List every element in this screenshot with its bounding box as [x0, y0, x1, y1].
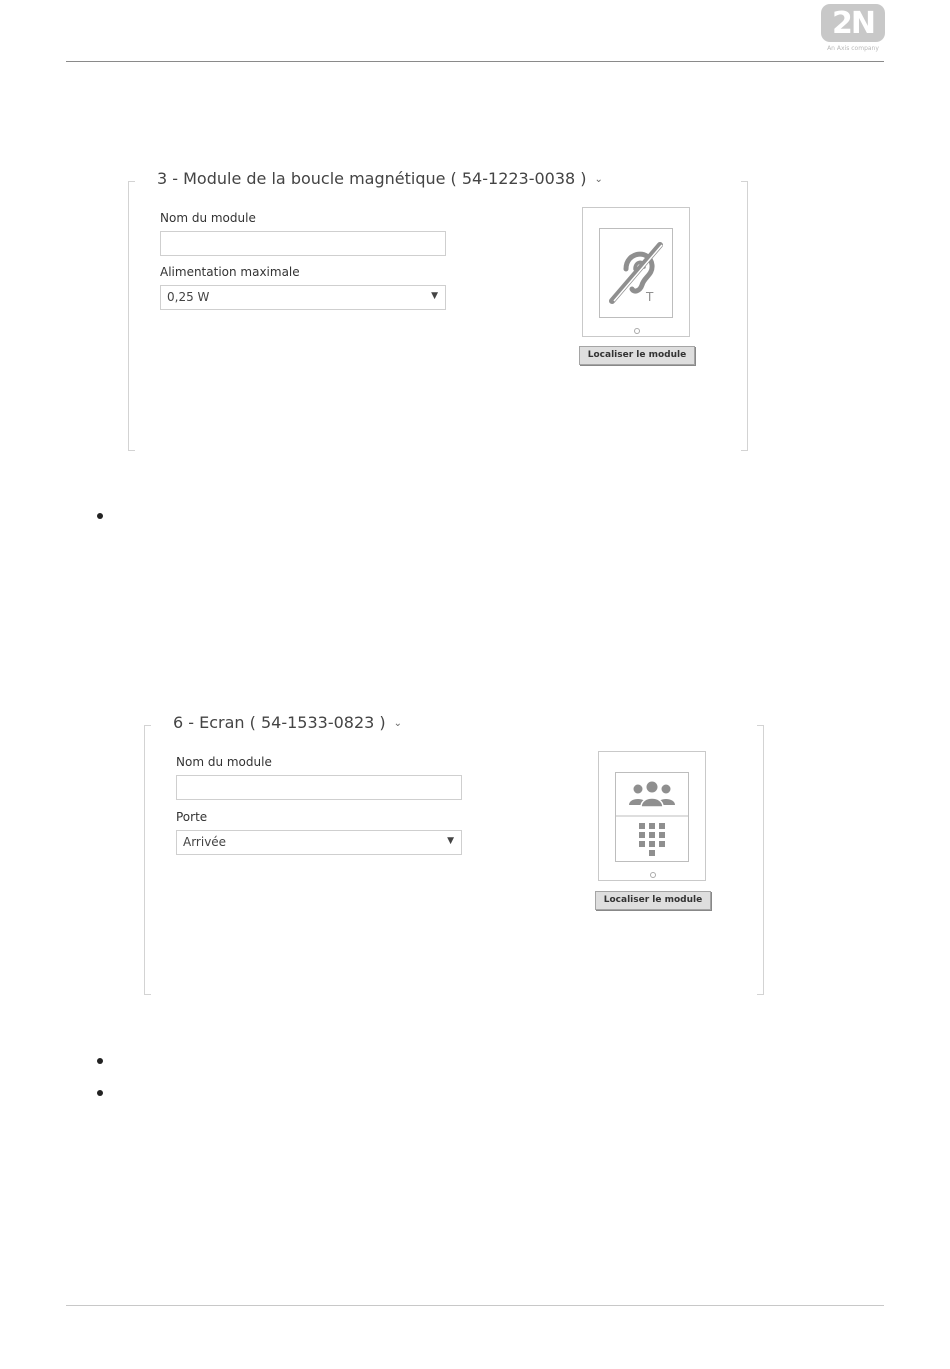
- status-led: [634, 328, 640, 334]
- module-panel-induction-loop: [128, 169, 748, 451]
- module-name-input[interactable]: [160, 231, 446, 256]
- module-name-label: Nom du module: [176, 755, 272, 769]
- display-keypad-icon: [616, 773, 688, 861]
- chevron-down-icon[interactable]: ⌄: [594, 174, 603, 185]
- module-title[interactable]: 6 - Ecran ( 54-1533-0823 ) ⌄: [169, 713, 406, 732]
- module-name-input[interactable]: [176, 775, 462, 800]
- list-bullet: [97, 1058, 103, 1064]
- locate-module-button[interactable]: Localiser le module: [579, 346, 695, 365]
- logo-text: 2N: [832, 5, 874, 41]
- footer-rule: [66, 1305, 884, 1306]
- list-bullet: [97, 1090, 103, 1096]
- max-power-select[interactable]: 0,25 W ▼: [160, 285, 446, 310]
- dropdown-arrow-icon: ▼: [431, 291, 438, 301]
- brand-logo: [821, 4, 885, 42]
- door-label: Porte: [176, 810, 208, 824]
- status-led: [650, 872, 656, 878]
- max-power-label: Alimentation maximale: [160, 265, 300, 279]
- door-select[interactable]: Arrivée ▼: [176, 830, 462, 855]
- module-panel-display: [144, 713, 764, 995]
- module-device-preview: [582, 207, 690, 337]
- hearing-loop-icon: [600, 229, 672, 317]
- dropdown-arrow-icon: ▼: [447, 836, 454, 846]
- logo-tagline: An Axis company: [827, 45, 879, 52]
- header-rule: [66, 61, 884, 62]
- module-device-preview: [598, 751, 706, 881]
- module-name-label: Nom du module: [160, 211, 256, 225]
- svg-text:T: T: [646, 290, 654, 304]
- chevron-down-icon[interactable]: ⌄: [393, 718, 403, 729]
- list-bullet: [97, 513, 103, 519]
- module-title[interactable]: 3 - Module de la boucle magnétique ( 54-1223-0038 ) ⌄: [153, 169, 607, 188]
- locate-module-button[interactable]: Localiser le module: [595, 891, 711, 910]
